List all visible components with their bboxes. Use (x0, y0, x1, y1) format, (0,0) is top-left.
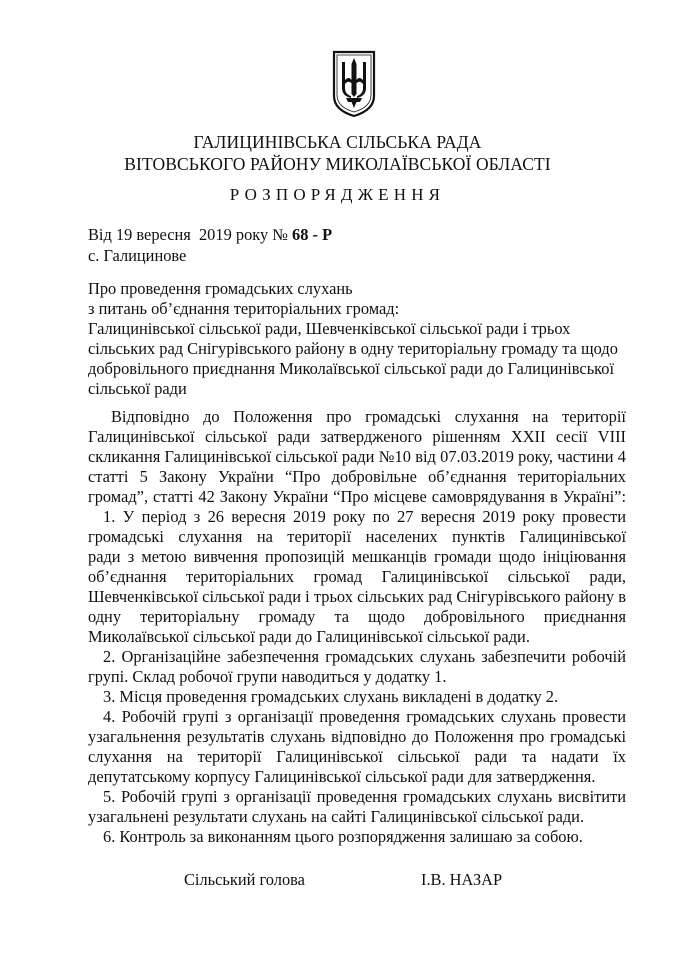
preamble-line: статті 5 Закону України “Про добровільне об’єднання територіальних (88, 467, 626, 486)
item-line: одну територіальну громаду та щодо добровільного приєднання (88, 607, 626, 626)
item-line: Миколаївської сільської ради до Галицинівської сільської ради. (88, 627, 530, 646)
subject-line: сільських рад Снігурівського району в одну територіальну громаду та щодо (88, 339, 618, 358)
subject-line: Галицинівської сільської ради, Шевченківської сільської ради і трьох (88, 319, 571, 338)
order-item-5 (88, 787, 626, 827)
order-number: 68 - Р (292, 225, 333, 244)
item-line: громадські слухання на території населених пунктів Галицинівської (88, 527, 626, 546)
order-place: с. Галицинове (88, 246, 187, 265)
subject-line: сільської ради (88, 379, 187, 398)
subject-line: Про проведення громадських слухань (88, 279, 353, 298)
preamble-line: Відповідно до Положення про громадські слухання на території (111, 407, 626, 426)
item-line: узагальнення результатів слухань відповідно до Положення про громадські (88, 727, 626, 746)
item-line: 1. У період з 26 вересня 2019 року по 27 вересня 2019 року провести (103, 507, 626, 526)
order-item-2 (88, 647, 626, 687)
preamble-line: громад”, статті 42 Закону України “Про місцеве самоврядування в Україні”: (88, 487, 626, 506)
signature-name: І.В. НАЗАР (421, 870, 503, 889)
ukraine-coat-of-arms-icon (332, 50, 376, 118)
order-date-text: Від 19 вересня 2019 року № (88, 225, 293, 244)
signature-position: Сільський голова (184, 870, 305, 889)
council-name-line1: ГАЛИЦИНІВСЬКА СІЛЬСЬКА РАДА (193, 132, 482, 152)
item-line: слухання на території Галицинівської сільської ради та надати їх (88, 747, 626, 766)
order-date-line (88, 225, 332, 245)
document-type-title: РОЗПОРЯДЖЕННЯ (229, 185, 446, 204)
council-name-line2: ВІТОВСЬКОГО РАЙОНУ МИКОЛАЇВСЬКОЇ ОБЛАСТІ (124, 154, 551, 174)
order-item-3 (88, 687, 626, 707)
item-line: ради з метою вивчення пропозицій мешканців громади щодо ініціювання (88, 547, 626, 566)
item-line: депутатському корпусу Галицинівської сільської ради для затвердження. (88, 767, 596, 786)
order-item-4 (88, 707, 626, 787)
subject-line: з питань об’єднання територіальних громад: (88, 299, 400, 318)
item-line: 2. Організаційне забезпечення громадських слухань забезпечити робочій (103, 647, 626, 666)
item-line: Шевченківської сільської ради і трьох сільських рад Снігурівського району в (88, 587, 626, 606)
preamble-line: Галицинівської сільської ради затвердженого рішенням XXII сесії VIII (88, 427, 626, 446)
preamble-paragraph (88, 407, 626, 507)
item-line: групі. Склад робочої групи наводиться у додатку 1. (88, 667, 447, 686)
order-item-1 (88, 507, 626, 647)
item-line: 5. Робочій групі з організації проведення громадських слухань висвітити (103, 787, 626, 806)
preamble-line: скликання Галицинівської сільської ради №10 від 07.03.2019 року, частини 4 (88, 447, 626, 466)
order-subject (88, 279, 648, 399)
item-line: узагальнені результати слухань на сайті Галицинівської сільської ради. (88, 807, 585, 826)
item-line: 6. Контроль за виконанням цього розпорядження залишаю за собою. (103, 827, 583, 846)
item-line: 3. Місця проведення громадських слухань викладені в додатку 2. (103, 687, 559, 706)
item-line: 4. Робочій групі з організації проведення громадських слухань провести (103, 707, 626, 726)
council-name (0, 131, 675, 175)
subject-line: добровільного приєднання Миколаївської сільської ради до Галицинівської (88, 359, 615, 378)
item-line: об’єднання територіальних громад Галицинівської сільської ради, (88, 567, 626, 586)
order-item-6 (88, 827, 626, 847)
order-body (88, 407, 626, 847)
